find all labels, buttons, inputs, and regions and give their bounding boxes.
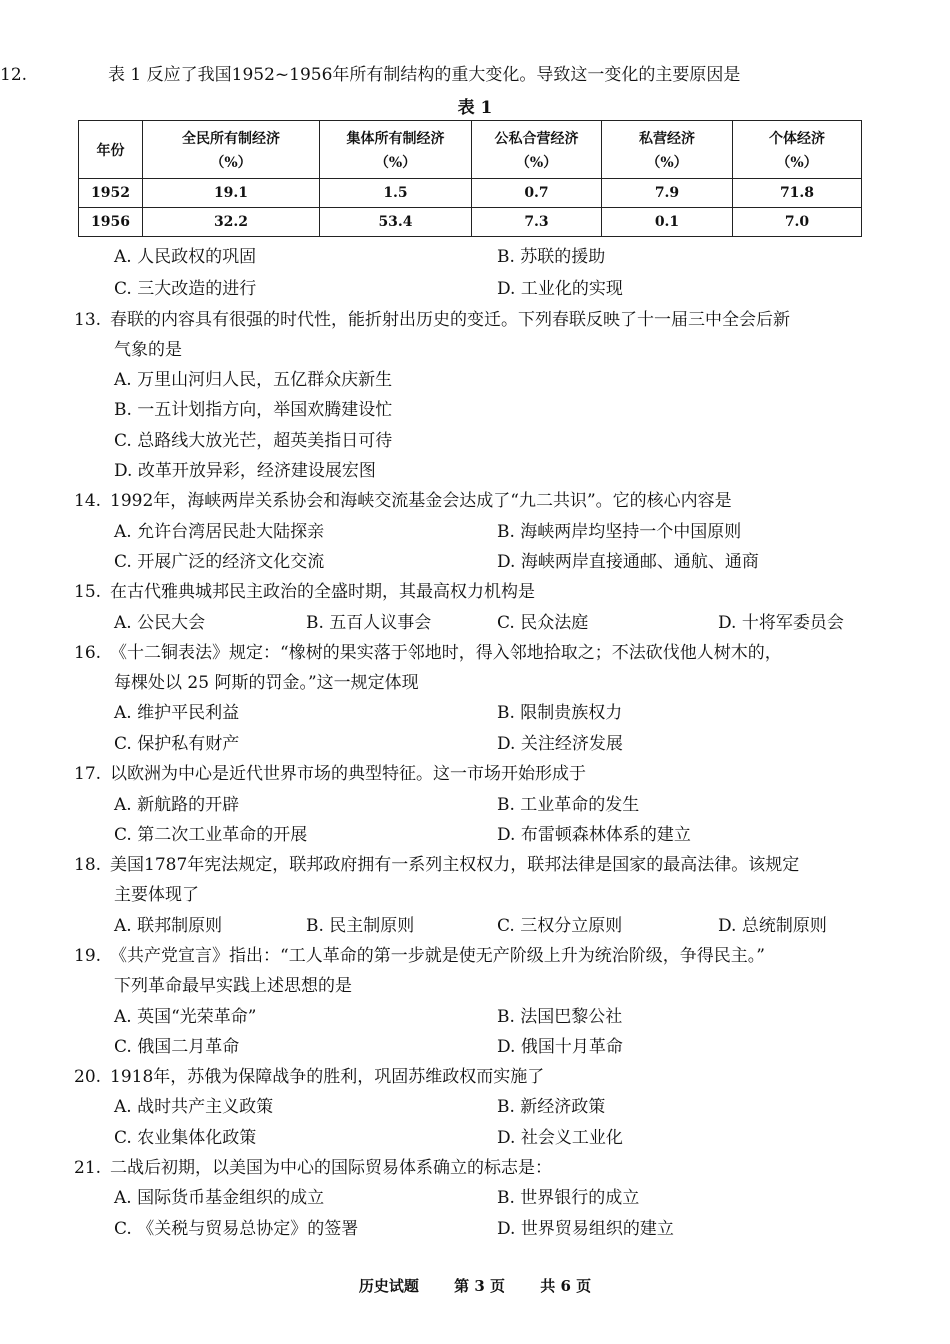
option-b: B. 法国巴黎公社: [497, 1007, 623, 1027]
option-c: C. 俄国二月革命: [114, 1037, 240, 1057]
option-c: C. 农业集体化政策: [114, 1128, 257, 1148]
column-header-label: 全民所有制经济: [182, 130, 280, 147]
option-a: A. 维护平民利益: [114, 703, 240, 723]
table-cell: 7.3: [472, 208, 602, 237]
option-c: C. 三大改造的进行: [114, 279, 257, 299]
question-number: 16.: [74, 643, 102, 663]
option-c: C. 保护私有财产: [114, 734, 240, 754]
question-text: 在古代雅典城邦民主政治的全盛时期，其最高权力机构是: [110, 582, 535, 602]
question-number: 13.: [74, 310, 102, 330]
question-text: 《共产党宣言》指出：“工人革命的第一步就是使无产阶级上升为统治阶级，争得民主。”: [110, 946, 765, 966]
question-text: 表 1 反应了我国1952~1956年所有制结构的重大变化。导致这一变化的主要原因是: [108, 65, 741, 85]
question-number: 19.: [74, 946, 102, 966]
question-number: 15.: [74, 582, 102, 602]
option-b: B. 民主制原则: [306, 916, 415, 936]
ownership-table: [78, 120, 862, 237]
option-c: C. 《关税与贸易总协定》的签署: [114, 1219, 359, 1239]
column-header-unit: （%）: [776, 154, 818, 171]
table-cell: 71.8: [733, 179, 862, 208]
question-number: 18.: [74, 855, 102, 875]
option-b: B. 一五计划指方向，举国欢腾建设忙: [114, 400, 393, 420]
table-header-row: [79, 121, 862, 179]
option-d: D. 关注经济发展: [497, 734, 623, 754]
column-header: [320, 121, 472, 179]
footer-total-pages: 共 6 页: [540, 1277, 592, 1295]
option-d: D. 总统制原则: [718, 916, 827, 936]
question-text-continued: 下列革命最早实践上述思想的是: [114, 976, 352, 996]
column-header: [79, 121, 143, 179]
table-title: 表 1: [457, 98, 493, 118]
question-text: 春联的内容具有很强的时代性，能折射出历史的变迁。下列春联反映了十一届三中全会后新: [110, 310, 790, 330]
option-b: B. 五百人议事会: [306, 613, 432, 633]
question-text: 《十二铜表法》规定：“橡树的果实落于邻地时，得入邻地拾取之；不法砍伐他人树木的，: [110, 643, 782, 663]
option-a: A. 万里山河归人民，五亿群众庆新生: [114, 370, 393, 390]
option-c: C. 三权分立原则: [497, 916, 623, 936]
column-header-label: 私营经济: [639, 130, 695, 147]
table-cell: 0.7: [472, 179, 602, 208]
option-c: C. 总路线大放光芒，超英美指日可待: [114, 431, 393, 451]
option-c: C. 第二次工业革命的开展: [114, 825, 308, 845]
column-header: [472, 121, 602, 179]
column-header-label: 公私合营经济: [494, 130, 579, 147]
question-text: 二战后初期，以美国为中心的国际贸易体系确立的标志是：: [110, 1158, 552, 1178]
option-d: D. 社会义工业化: [497, 1128, 623, 1148]
question-number: 21.: [74, 1158, 102, 1178]
option-a: A. 联邦制原则: [114, 916, 223, 936]
column-header-label: 集体所有制经济: [346, 130, 445, 147]
column-header: [602, 121, 733, 179]
column-header-unit: （%）: [515, 154, 558, 171]
option-d: D. 海峡两岸直接通邮、通航、通商: [497, 552, 759, 572]
question-text: 以欧洲为中心是近代世界市场的典型特征。这一市场开始形成于: [110, 764, 586, 784]
column-header-unit: （%）: [374, 154, 417, 171]
option-b: B. 海峡两岸均坚持一个中国原则: [497, 522, 742, 542]
option-b: B. 世界银行的成立: [497, 1188, 640, 1208]
question-text-continued: 主要体现了: [114, 885, 199, 905]
footer-page-number: 第 3 页: [454, 1277, 505, 1295]
question-number: 12.: [0, 65, 28, 85]
option-b: B. 苏联的援助: [497, 247, 606, 267]
option-b: B. 新经济政策: [497, 1097, 606, 1117]
question-text-continued: 气象的是: [114, 340, 182, 360]
table-cell: 19.1: [143, 179, 320, 208]
question-text: 1918年，苏俄为保障战争的胜利，巩固苏维政权而实施了: [110, 1067, 545, 1087]
option-d: D. 十将军委员会: [718, 613, 844, 633]
question-number: 20.: [74, 1067, 102, 1087]
option-a: A. 允许台湾居民赴大陆探亲: [114, 522, 325, 542]
table-cell: 53.4: [320, 208, 472, 237]
option-c: C. 民众法庭: [497, 613, 589, 633]
table-cell: 7.9: [602, 179, 733, 208]
column-header-label: 个体经济: [769, 130, 825, 147]
column-header-label: 年份: [96, 142, 125, 159]
table-cell: 7.0: [733, 208, 862, 237]
table-row: [79, 208, 862, 237]
question-12: [0, 64, 27, 86]
table-cell: 1956: [79, 208, 143, 237]
column-header: [733, 121, 862, 179]
column-header-unit: （%）: [210, 154, 252, 171]
table-cell: 0.1: [602, 208, 733, 237]
page-footer: [0, 1276, 950, 1296]
option-b: B. 工业革命的发生: [497, 795, 640, 815]
option-b: B. 限制贵族权力: [497, 703, 623, 723]
question-number: 14.: [74, 491, 102, 511]
question-text: 1992年，海峡两岸关系协会和海峡交流基金会达成了“九二共识”。它的核心内容是: [110, 491, 732, 511]
column-header-unit: （%）: [646, 154, 688, 171]
option-d: D. 工业化的实现: [497, 279, 623, 299]
option-a: A. 人民政权的巩固: [114, 247, 257, 267]
table-cell: 32.2: [143, 208, 320, 237]
option-a: A. 英国“光荣革命”: [114, 1007, 257, 1027]
table-cell: 1.5: [320, 179, 472, 208]
option-a: A. 公民大会: [114, 613, 206, 633]
option-a: A. 战时共产主义政策: [114, 1097, 274, 1117]
table-cell: 1952: [79, 179, 143, 208]
option-d: D. 改革开放异彩，经济建设展宏图: [114, 461, 376, 481]
option-d: D. 世界贸易组织的建立: [497, 1219, 674, 1239]
column-header: [143, 121, 320, 179]
question-number: 17.: [74, 764, 102, 784]
question-text-continued: 每棵处以 25 阿斯的罚金。”这一规定体现: [114, 673, 419, 693]
option-d: D. 布雷顿森林体系的建立: [497, 825, 691, 845]
table-row: [79, 179, 862, 208]
option-a: A. 新航路的开辟: [114, 795, 240, 815]
option-a: A. 国际货币基金组织的成立: [114, 1188, 325, 1208]
footer-subject: 历史试题: [358, 1277, 419, 1295]
option-d: D. 俄国十月革命: [497, 1037, 623, 1057]
option-c: C. 开展广泛的经济文化交流: [114, 552, 325, 572]
question-text: 美国1787年宪法规定，联邦政府拥有一系列主权权力，联邦法律是国家的最高法律。该规定: [110, 855, 800, 875]
